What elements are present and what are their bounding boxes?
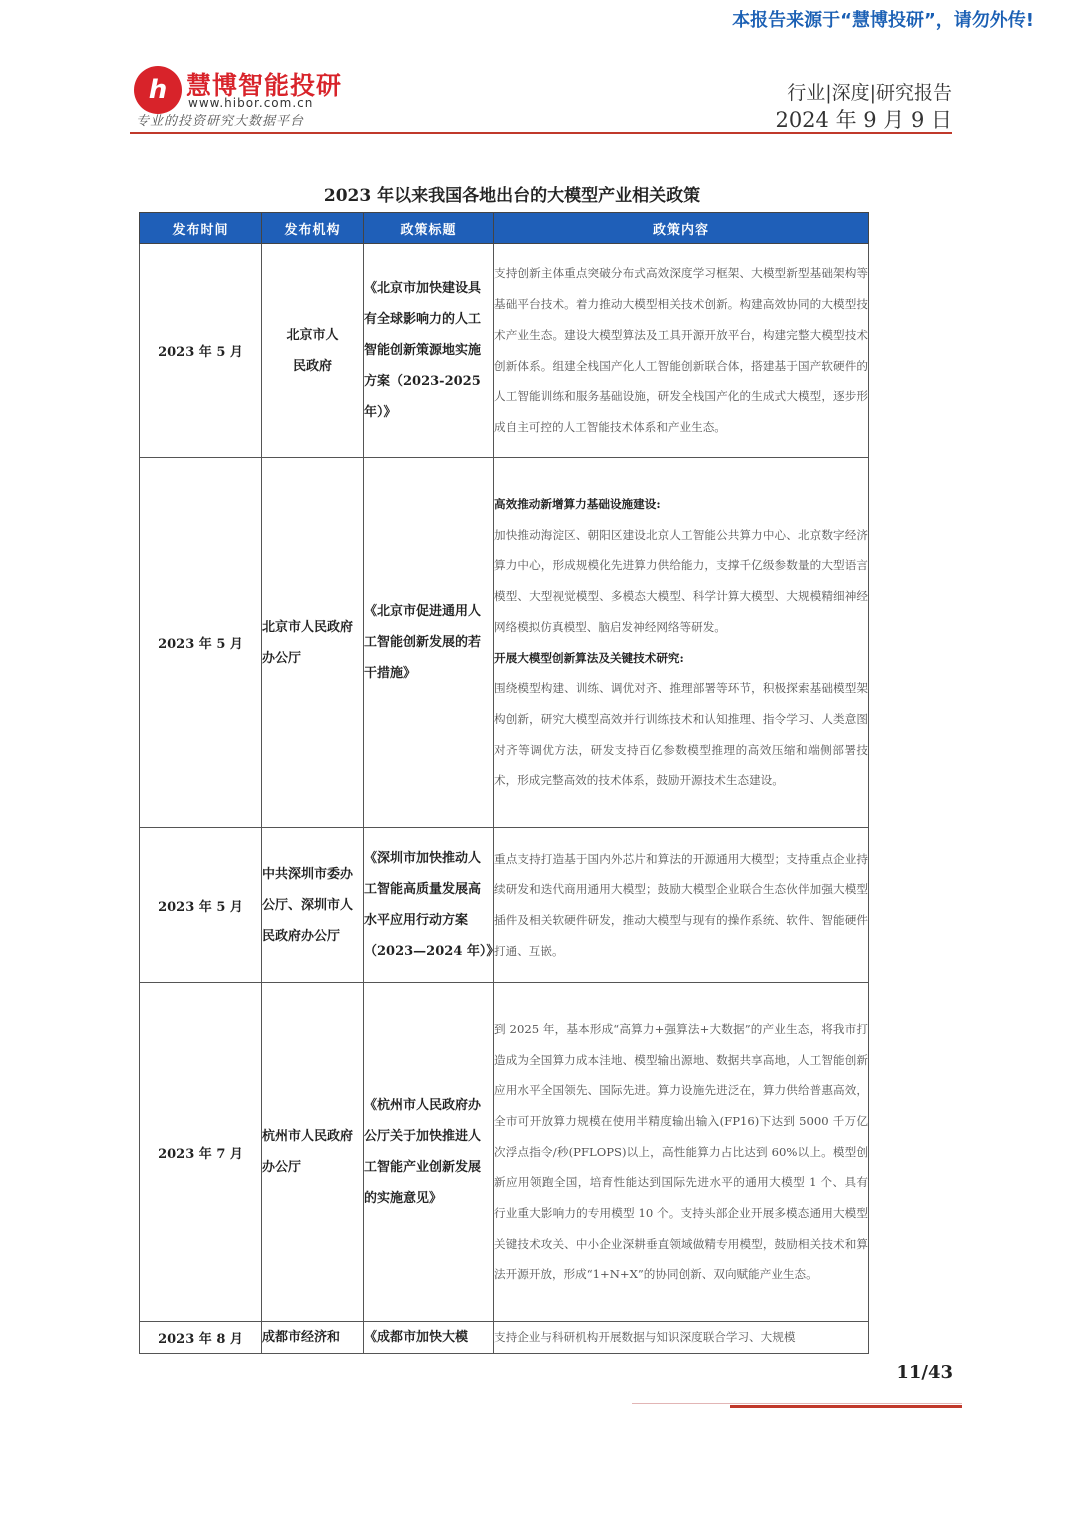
table-row bbox=[140, 828, 869, 983]
page-number: 11/43 bbox=[896, 1362, 953, 1383]
footer-divider-thin bbox=[632, 1403, 962, 1404]
cell-date: 2023 年 5 月 bbox=[140, 244, 262, 458]
header-divider bbox=[130, 132, 952, 134]
cell-org: 中共深圳市委办公厅、深圳市人民政府办公厅 bbox=[262, 828, 364, 983]
cell-date: 2023 年 5 月 bbox=[140, 458, 262, 828]
table-title: 2023 年以来我国各地出台的大模型产业相关政策 bbox=[323, 186, 701, 206]
column-header-title: 政策标题 bbox=[364, 213, 494, 244]
cell-org: 成都市经济和 bbox=[262, 1322, 364, 1354]
cell-content bbox=[494, 458, 869, 828]
cell-title: 《成都市加快大模 bbox=[364, 1322, 494, 1354]
cell-content: 到 2025 年，基本形成“高算力+强算法+大数据”的产业生态，将我市打造成为全国算力成本洼地、模型输出源地、数据共享高地，人工智能创新应用水平全国领先、国际先进。算力设施先进泛在，算力供给普惠高效，全市可开放算力规模在使用半精度输出输入(FP16)下达到 5000 千万亿次浮点指令/秒(PFLOPS)以上，高性能算力占比达到 60%以上。模型创新应用领跑全国，培育性能达到国际先进水平的通用大模型 1 个、具有行业重大影响力的专用模型 10 个。支持头部企业开展多模态通用大模型关键技术攻关、中小企业深耕垂直领域做精专用模型，鼓励相关技术和算法开源开放，形成“1+N+X”的协同创新、双向赋能产业生态。 bbox=[494, 983, 869, 1322]
policy-table bbox=[139, 212, 869, 1354]
content-subheading: 开展大模型创新算法及关键技术研究: bbox=[494, 650, 684, 665]
cell-date: 2023 年 5 月 bbox=[140, 828, 262, 983]
table-row bbox=[140, 458, 869, 828]
cell-title: 《深圳市加快推动人工智能高质量发展高水平应用行动方案（2023—2024 年）》 bbox=[364, 828, 494, 983]
column-header-content: 政策内容 bbox=[494, 213, 869, 244]
cell-content: 支持企业与科研机构开展数据与知识深度联合学习、大规模 bbox=[494, 1322, 869, 1354]
cell-content: 重点支持打造基于国内外芯片和算法的开源通用大模型；支持重点企业持续研发和迭代商用通用大模型；鼓励大模型企业联合生态伙伴加强大模型插件及相关软硬件研发，推动大模型与现有的操作系统、软件、智能硬件打通、互嵌。 bbox=[494, 828, 869, 983]
footer-divider-thick bbox=[730, 1405, 962, 1408]
content-subheading: 高效推动新增算力基础设施建设: bbox=[494, 496, 661, 511]
hibor-logo bbox=[134, 66, 394, 128]
logo-name: 慧博智能投研 bbox=[186, 71, 343, 100]
report-date: 2024 年 9 月 9 日 bbox=[775, 108, 952, 132]
cell-content: 支持创新主体重点突破分布式高效深度学习框架、大模型新型基础架构等基础平台技术。着力推动大模型相关技术创新。构建高效协同的大模型技术产业生态。建设大模型算法及工具开源开放平台，构建完整大模型技术创新体系。组建全栈国产化人工智能创新联合体，搭建基于国产软硬件的人工智能训练和服务基础设施，研发全栈国产化的生成式大模型，逐步形成自主可控的人工智能技术体系和产业生态。 bbox=[494, 244, 869, 458]
source-notice: 本报告来源于“慧博投研”，请勿外传! bbox=[732, 10, 1034, 31]
table-row bbox=[140, 983, 869, 1322]
content-paragraph: 加快推动海淀区、朝阳区建设北京人工智能公共算力中心、北京数字经济算力中心，形成规模化先进算力供给能力，支撑千亿级参数量的大型语言模型、大型视觉模型、多模态大模型、科学计算大模型、大规模精细神经网络模拟仿真模型、脑启发神经网络等研发。 bbox=[494, 527, 868, 634]
cell-org bbox=[262, 244, 364, 458]
table-row bbox=[140, 244, 869, 458]
cell-org-text: 北京市人民政府 bbox=[286, 327, 339, 374]
cell-date: 2023 年 7 月 bbox=[140, 983, 262, 1322]
logo-url: www.hibor.com.cn bbox=[188, 96, 314, 110]
cell-title: 《杭州市人民政府办公厅关于加快推进人工智能产业创新发展的实施意见》 bbox=[364, 983, 494, 1322]
column-header-date: 发布时间 bbox=[140, 213, 262, 244]
logo-mark-icon: h bbox=[134, 66, 182, 114]
table-header-row bbox=[140, 213, 869, 244]
cell-title: 《北京市促进通用人工智能创新发展的若干措施》 bbox=[364, 458, 494, 828]
report-type: 行业|深度|研究报告 bbox=[787, 82, 952, 104]
cell-title: 《北京市加快建设具有全球影响力的人工智能创新策源地实施方案（2023-2025 年）》 bbox=[364, 244, 494, 458]
logo-slogan: 专业的投资研究大数据平台 bbox=[136, 114, 305, 129]
table-row bbox=[140, 1322, 869, 1354]
cell-date: 2023 年 8 月 bbox=[140, 1322, 262, 1354]
content-paragraph: 围绕模型构建、训练、调优对齐、推理部署等环节，积极探索基础模型架构创新，研究大模型高效并行训练技术和认知推理、指令学习、人类意图对齐等调优方法，研发支持百亿参数模型推理的高效压缩和端侧部署技术，形成完整高效的技术体系，鼓励开源技术生态建设。 bbox=[494, 681, 868, 788]
cell-org: 杭州市人民政府办公厅 bbox=[262, 983, 364, 1322]
cell-org: 北京市人民政府办公厅 bbox=[262, 458, 364, 828]
column-header-org: 发布机构 bbox=[262, 213, 364, 244]
